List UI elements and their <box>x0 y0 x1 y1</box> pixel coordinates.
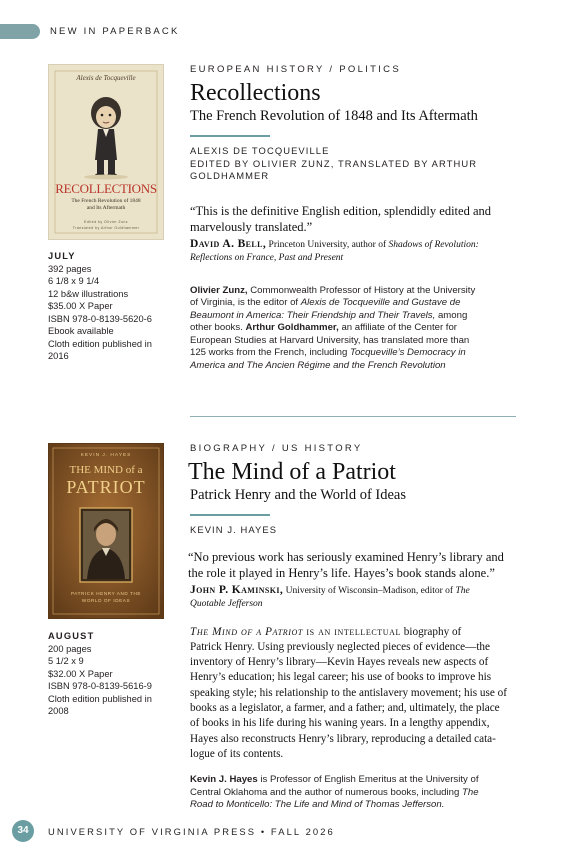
quote-line: “This is the definitive English edition, splendidly edited and <box>190 203 491 218</box>
bio-work-title: America and The Ancien Régime and the French Revolution <box>190 360 446 372</box>
contributor-bio <box>190 285 520 373</box>
reviewer-affiliation: University of Wisconsin–Madison, editor of <box>285 585 454 596</box>
bio-text: among <box>437 309 468 321</box>
cover-title-top: THE MIND of a <box>69 464 143 476</box>
reviewer-work: Shadows of Revolution: <box>388 239 479 250</box>
book-category: BIOGRAPHY / US HISTORY <box>190 443 363 454</box>
meta-trim: 6 1/8 x 9 1/4 <box>48 276 100 286</box>
cover-subtitle-1: The French Revolution of 1848 <box>71 198 141 204</box>
bio-text: of Virginia, is the editor of <box>190 297 299 309</box>
book-details-mind-of-a-patriot <box>188 443 518 812</box>
bio-name: Olivier Zunz, <box>190 284 248 296</box>
book-subtitle: The French Revolution of 1848 and Its Aftermath <box>190 108 478 124</box>
cover-title: RECOLLECTIONS <box>55 181 157 196</box>
meta-pages: 392 pages <box>48 263 92 274</box>
page-footer <box>0 816 576 846</box>
reviewer-work: The <box>455 585 470 596</box>
book-category: EUROPEAN HISTORY / POLITICS <box>190 64 401 75</box>
reviewer-affiliation: Princeton University, author of <box>268 239 387 250</box>
book-details-recollections <box>190 64 520 373</box>
book-title: The Mind of a Patriot <box>188 459 396 485</box>
desc-line: logue of its contents. <box>190 747 284 760</box>
pub-month: JULY <box>48 251 76 261</box>
review-quote <box>190 203 520 235</box>
bio-name: Arthur Goldhammer, <box>245 322 339 334</box>
book-cover-mind-of-a-patriot[interactable] <box>48 443 164 619</box>
meta-pages: 200 pages <box>48 643 92 654</box>
bio-text: Central Oklahoma and the author of numerous books, including <box>190 786 460 798</box>
desc-line: speaking style; his relationship to the antislavery movement; his use of <box>190 686 507 699</box>
bio-text: an affiliate of the Center for <box>341 322 458 334</box>
book-meta-recollections <box>48 250 178 363</box>
desc-line: of books in his life during his waning years. In a lengthy appendix, <box>190 717 490 730</box>
author-line: KEVIN J. HAYES <box>190 524 278 535</box>
desc-line: Henry’s education; his legal career; his use of books to improve his <box>190 671 492 684</box>
desc-lead-text: is an intellectual <box>306 625 401 638</box>
cover-illustration <box>49 65 163 239</box>
cover-subtitle-2: WORLD OF IDEAS <box>81 598 131 603</box>
review-quote <box>188 549 518 581</box>
book-authors <box>190 145 520 183</box>
cover-author: KEVIN J. HAYES <box>80 453 132 458</box>
book-meta-mind-of-a-patriot <box>48 630 178 718</box>
desc-line: books as a legislator, a farmer, and a father; and, ultimately, the place <box>190 701 500 714</box>
book-authors <box>190 524 518 537</box>
meta-isbn: ISBN 978-0-8139-5616-9 <box>48 681 152 691</box>
meta-ebook: Ebook available <box>48 326 114 336</box>
cover-subtitle-2: and Its Aftermath <box>86 205 126 211</box>
meta-cloth: Cloth edition published in <box>48 338 152 349</box>
meta-cloth-year: 2008 <box>48 706 69 716</box>
bio-text: Commonwealth Professor of History at the University <box>250 284 476 296</box>
title-rule <box>190 135 270 137</box>
meta-isbn: ISBN 978-0-8139-5620-6 <box>48 313 152 324</box>
editor-line-cont: GOLDHAMMER <box>190 170 270 181</box>
editor-line: EDITED BY OLIVIER ZUNZ, TRANSLATED BY ARTHUR <box>190 157 478 169</box>
book-cover-recollections[interactable] <box>48 64 164 240</box>
cover-subtitle-1: PATRICK HENRY AND THE <box>70 591 142 596</box>
page-number: 34 <box>12 820 34 842</box>
cover-author: Alexis de Tocqueville <box>76 74 136 82</box>
book-title: Recollections <box>190 80 321 106</box>
bio-text: other books. <box>190 322 243 334</box>
reviewer-work-cont: Quotable Jefferson <box>190 598 263 609</box>
meta-price: $35.00 X Paper <box>48 301 113 311</box>
desc-line: Patrick Henry. Using previously neglected pieces of evidence—the <box>190 640 490 653</box>
meta-illustrations: 12 b&w illustrations <box>48 288 129 299</box>
desc-line: inventory of Henry’s library—Kevin Hayes reveals new aspects of <box>190 656 489 669</box>
bio-work-title: Alexis de Tocqueville and Gustave de <box>300 297 461 309</box>
bio-text: is Professor of English Emeritus at the University of <box>260 774 479 786</box>
meta-trim: 5 1/2 x 9 <box>48 656 84 666</box>
reviewer-work-cont: Reflections on France, Past and Present <box>190 252 344 263</box>
bio-work-title: Tocqueville’s Democracy in <box>349 347 466 359</box>
bio-work-title: The <box>462 786 479 798</box>
bio-work-title: Road to Monticello: The Life and Mind of Thomas Jefferson. <box>190 799 445 811</box>
cover-translator: Translated by Arthur Goldhammer <box>72 226 140 230</box>
quote-attribution <box>190 238 520 265</box>
meta-price: $32.00 X Paper <box>48 668 113 679</box>
section-divider <box>190 416 516 417</box>
quote-line: the role it played in Henry’s life. Hayes’s book stands alone.” <box>188 565 495 580</box>
cover-editor: Edited by Olivier Zunz <box>84 220 128 224</box>
author-line: ALEXIS DE TOCQUEVILLE <box>190 145 330 156</box>
meta-cloth-year: 2016 <box>48 351 69 361</box>
book-subtitle: Patrick Henry and the World of Ideas <box>190 487 406 503</box>
footer-publisher: UNIVERSITY OF VIRGINIA PRESS • FALL 2026 <box>48 826 335 837</box>
reviewer-name: David A. Bell, <box>190 237 267 250</box>
meta-cloth: Cloth edition published in <box>48 693 152 704</box>
desc-lead-title: The Mind of a Patriot <box>190 625 303 638</box>
desc-line: Hayes also reconstructs Henry’s library, reproducing a detailed cata- <box>190 732 496 745</box>
section-tab <box>0 24 40 39</box>
book-description <box>190 625 518 763</box>
title-rule <box>190 514 270 516</box>
bio-name: Kevin J. Hayes <box>190 774 258 786</box>
bio-work-title: Beaumont in America: Their Friendship and Their Travels, <box>190 309 436 321</box>
quote-line: marvelously translated.” <box>190 219 313 234</box>
reviewer-name: John P. Kaminski, <box>190 583 284 596</box>
quote-attribution <box>190 584 518 611</box>
cover-title-main: PATRIOT <box>66 477 146 497</box>
bio-text: 125 works from the French, including <box>190 347 348 359</box>
contributor-bio <box>190 774 518 812</box>
quote-line: “No previous work has seriously examined Henry’s library and <box>188 549 504 564</box>
bio-text: European Studies at Harvard University, has translated more than <box>190 334 470 346</box>
desc-text: biography of <box>403 625 462 638</box>
section-label: NEW IN PAPERBACK <box>50 26 180 37</box>
pub-month: AUGUST <box>48 631 95 641</box>
